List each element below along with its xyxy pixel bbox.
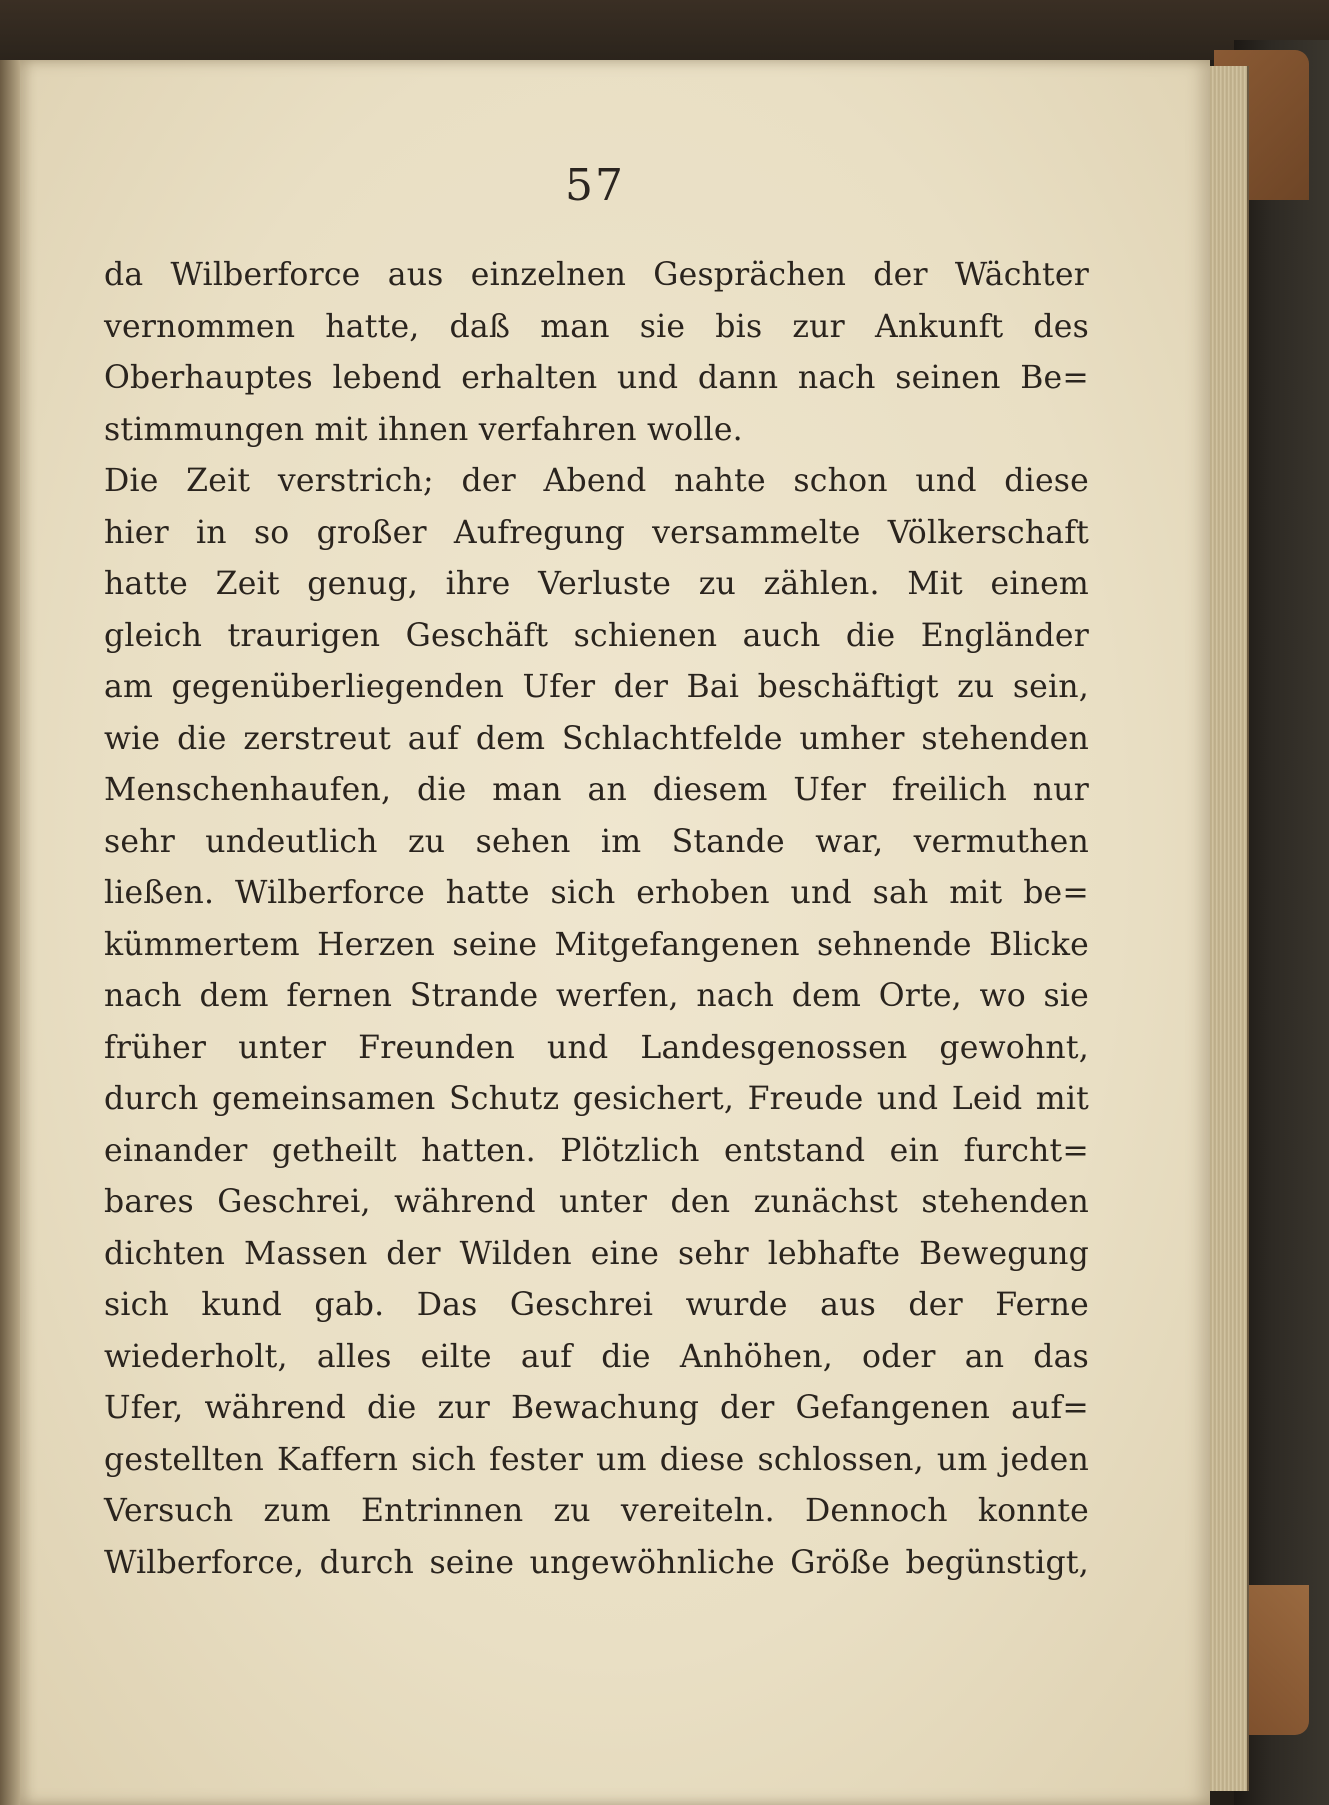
text-line: hatte Zeit genug, ihre Verluste zu zählen. Mit einem [104,566,1089,602]
text-line: da Wilberforce aus einzelnen Gesprächen der Wächter [104,257,1089,293]
text-line: Ufer, während die zur Bewachung der Gefangenen auf= [104,1390,1089,1426]
book-cover-top [0,0,1329,60]
text-line: hier in so großer Aufregung versammelte Völkerschaft [104,514,1089,551]
text-line: gleich traurigen Geschäft schienen auch die Engländer [104,617,1089,654]
facing-page-gutter [0,60,22,1805]
text-line: gestellten Kaffern sich fester um diese schlossen, um jeden [104,1441,1089,1478]
text-line: dichten Massen der Wilden eine sehr lebhafte Bewegung [104,1235,1089,1272]
text-line: vernommen hatte, daß man sie bis zur Ankunft des [104,308,1089,345]
text-line: Versuch zum Entrinnen zu vereiteln. Dennoch konnte [104,1493,1089,1529]
text-line: Die Zeit verstrich; der Abend nahte schon und diese [104,463,1089,499]
text-line: sich kund gab. Das Geschrei wurde aus der Ferne [104,1287,1089,1323]
text-line: sehr undeutlich zu sehen im Stande war, vermuthen [104,823,1089,860]
text-line: durch gemeinsamen Schutz gesichert, Freude und Leid mit [104,1081,1089,1117]
page-edges [1205,66,1249,1791]
text-line: einander getheilt hatten. Plötzlich entstand ein furcht= [104,1132,1089,1169]
text-line: nach dem fernen Strande werfen, nach dem Orte, wo sie [104,978,1089,1014]
text-line: wie die zerstreut auf dem Schlachtfelde umher stehenden [104,720,1089,757]
text-line: Oberhauptes lebend erhalten und dann nach seinen Be= [104,360,1089,396]
text-line: kümmertem Herzen seine Mitgefangenen sehnende Blicke [104,926,1089,963]
text-line: am gegenüberliegenden Ufer der Bai beschäftigt zu sein, [104,669,1089,705]
text-line: wiederholt, alles eilte auf die Anhöhen, oder an das [104,1338,1089,1375]
text-line: bares Geschrei, während unter den zunächst stehenden [104,1184,1089,1220]
text-line: ließen. Wilberforce hatte sich erhoben und sah mit be= [104,875,1089,911]
text-line: stimmungen mit ihnen verfahren wolle. [104,411,743,448]
page-number: 57 [565,160,625,211]
text-line: Menschenhaufen, die man an diesem Ufer freilich nur [104,772,1089,808]
body-text [104,250,1089,1589]
text-line: Wilberforce, durch seine ungewöhnliche Größe begünstigt, [104,1544,1089,1581]
book-page [20,60,1210,1805]
text-line: früher unter Freunden und Landesgenossen gewohnt, [104,1029,1089,1066]
